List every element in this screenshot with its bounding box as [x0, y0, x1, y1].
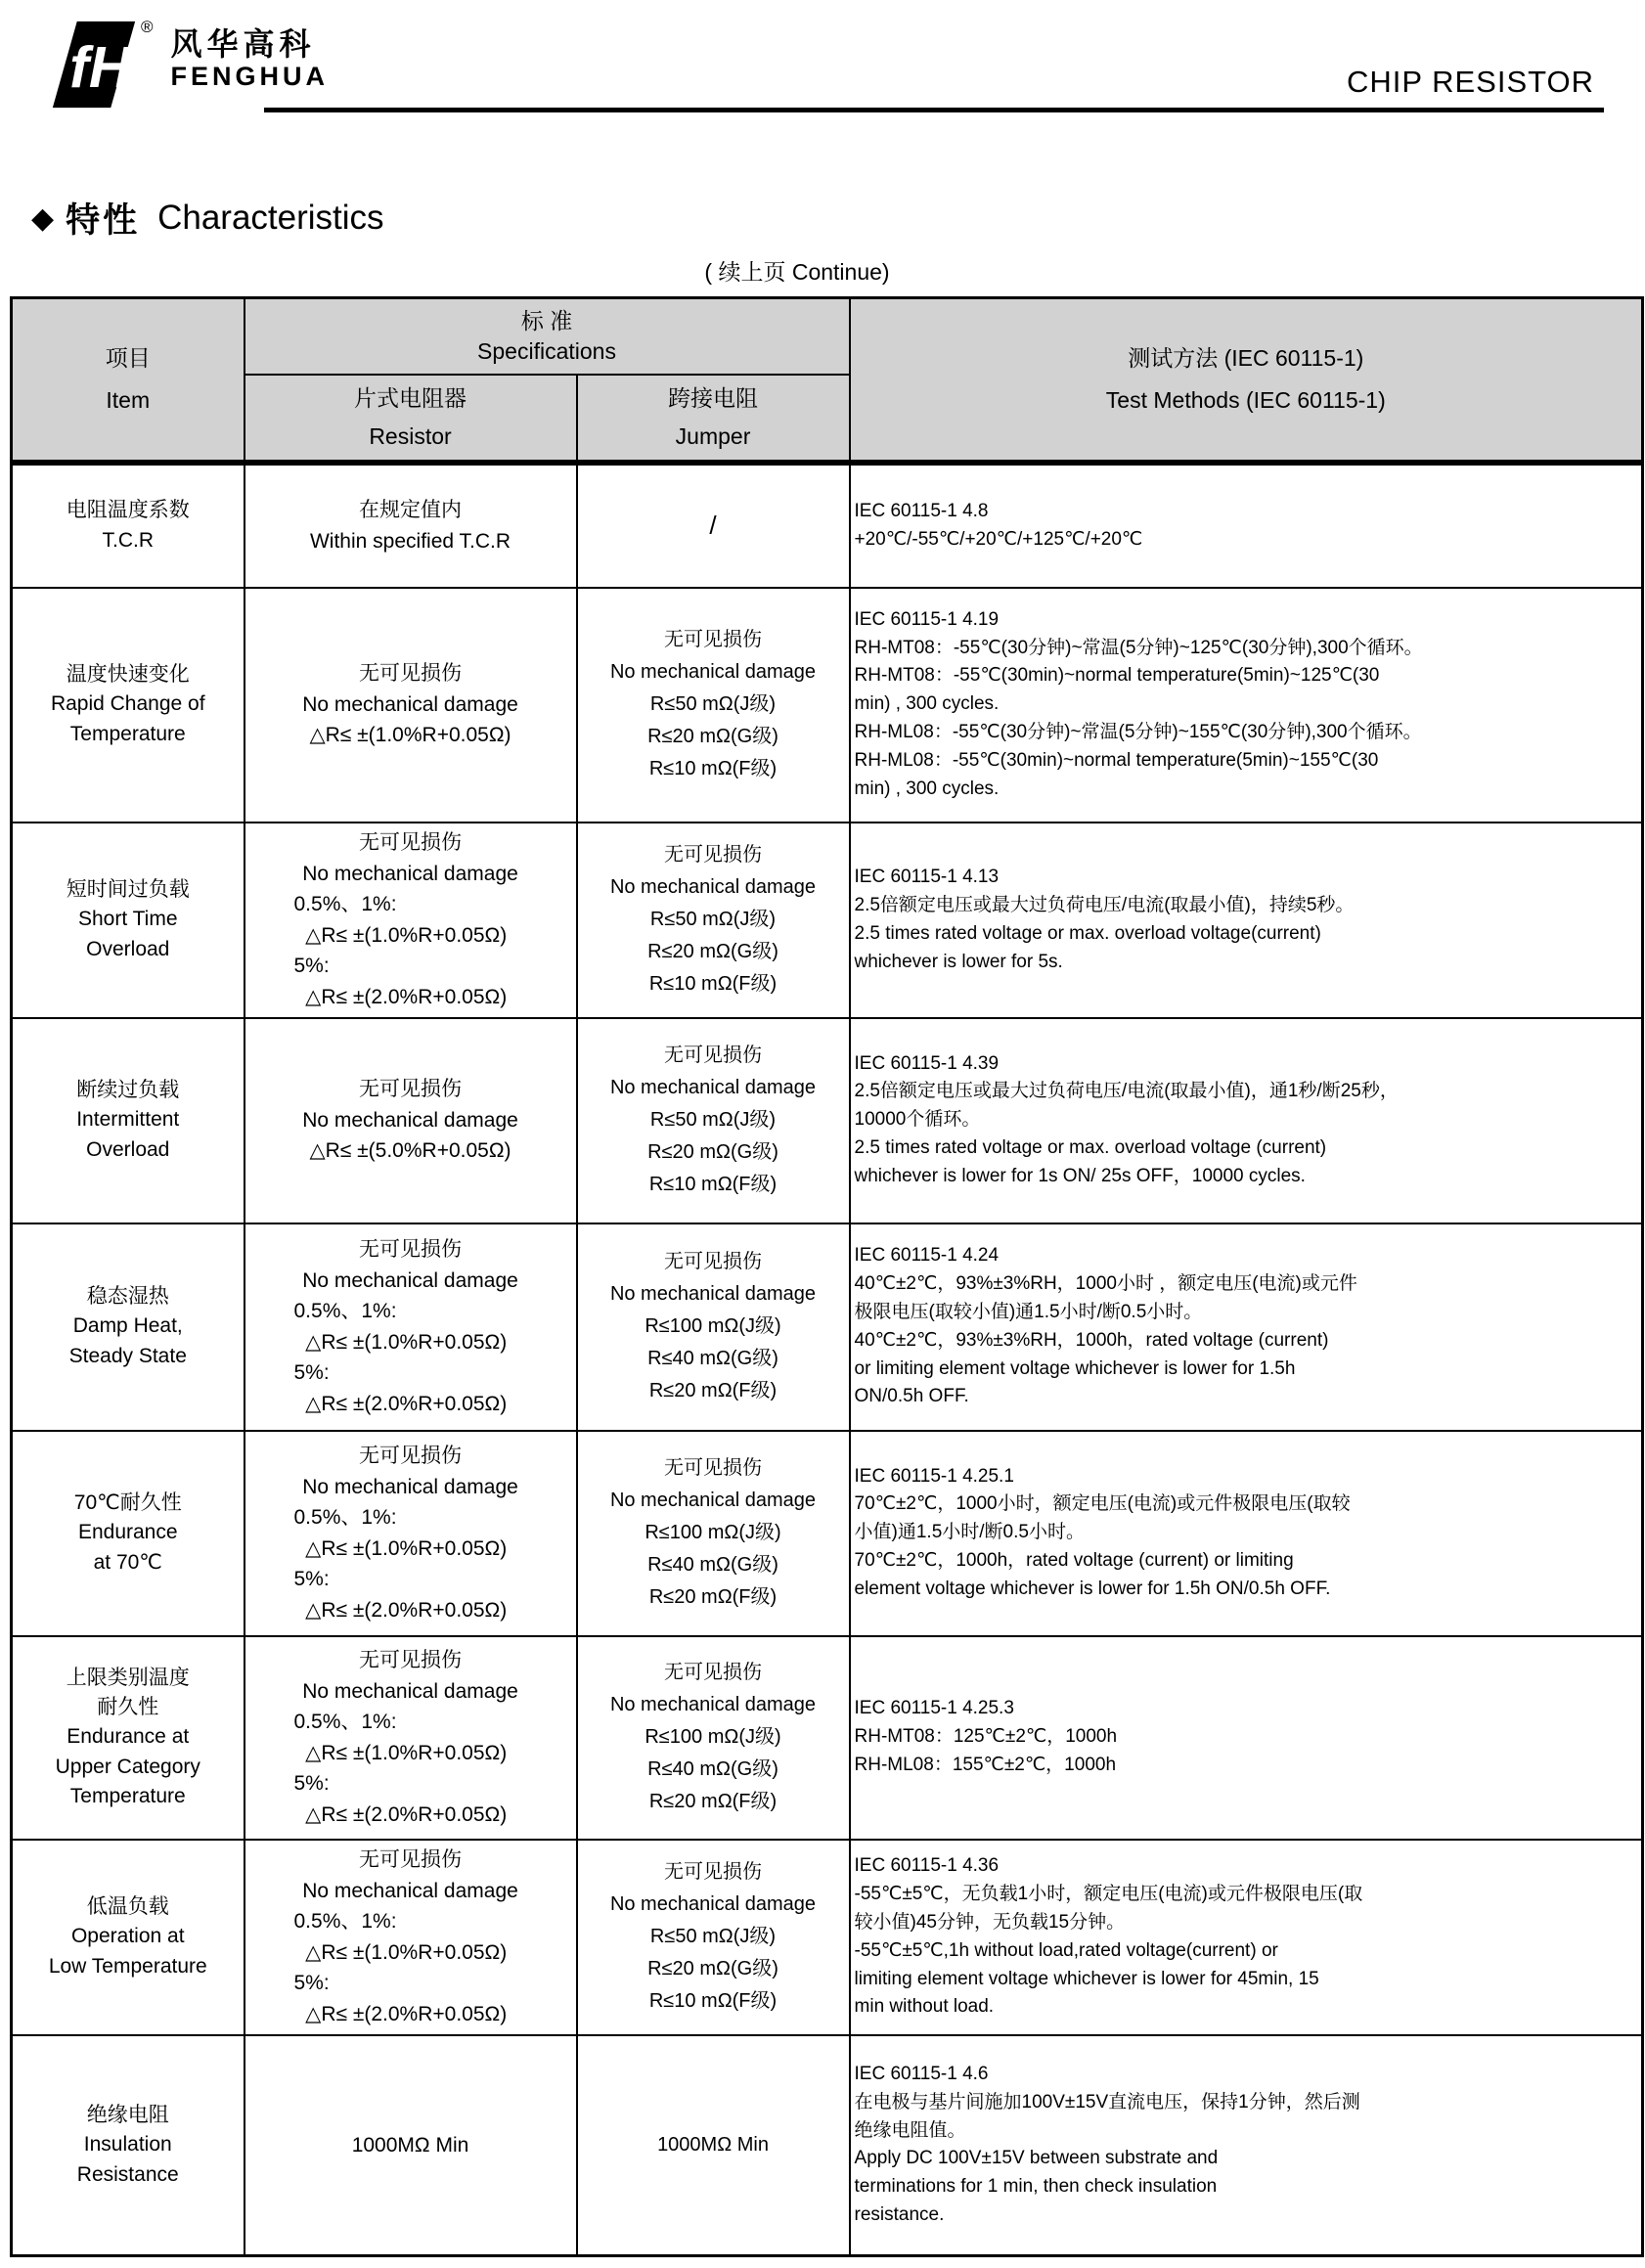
doc-title: CHIP RESISTOR [1346, 65, 1594, 99]
item-cell: 温度快速变化 Rapid Change of Temperature [12, 588, 245, 823]
resistor-spec-cell: 无可见损伤 No mechanical damage [302, 1238, 518, 1292]
table-row [12, 588, 1643, 823]
continue-note: ( 续上页 Continue) [704, 259, 890, 285]
header-rule [264, 108, 1604, 112]
col-header-specifications: 标 准 Specifications [245, 298, 850, 375]
brand-name-cn: 风华高科 [170, 26, 316, 62]
diamond-icon: ◆ [31, 201, 55, 235]
jumper-spec-cell: 无可见损伤 No mechanical damage R≤100 mΩ(J级) R≤40 mΩ(G级) R≤20 mΩ(F级) [577, 1636, 850, 1840]
resistor-spec-cell: 无可见损伤 No mechanical damage [302, 1445, 518, 1498]
resistor-spec-cell: 无可见损伤 No mechanical damage △R≤ ±(5.0%R+0.05Ω) [302, 1078, 518, 1163]
resistor-spec-tolerance: 0.5%、1%: △R≤ ±(1.0%R+0.05Ω) 5%: △R≤ ±(2.0%R+0.05Ω) [293, 1506, 508, 1622]
resistor-spec-cell: 无可见损伤 No mechanical damage [302, 831, 518, 885]
jumper-spec-cell: 无可见损伤 No mechanical damage R≤50 mΩ(J级) R≤20 mΩ(G级) R≤10 mΩ(F级) [577, 1018, 850, 1223]
item-cell: 断续过负载 Intermittent Overload [12, 1018, 245, 1223]
resistor-spec-tolerance: 0.5%、1%: △R≤ ±(1.0%R+0.05Ω) 5%: △R≤ ±(2.0%R+0.05Ω) [293, 893, 508, 1008]
table-row [12, 823, 1643, 1018]
section-title-cn: 特性 [66, 201, 141, 240]
test-method-cell: IEC 60115-1 4.36 -55℃±5℃，无负载1小时，额定电压(电流)或元件极限电压(取 较小值)45分钟，无负载15分钟。 -55℃±5℃,1h without load,rated voltage(current) or limiting element voltage whichever is lower for 45min, 15 min without load. [850, 1840, 1643, 2035]
item-cell: 电阻温度系数 T.C.R [12, 463, 245, 588]
resistor-spec-cell: 无可见损伤 No mechanical damage [302, 1848, 518, 1902]
jumper-spec-cell: 无可见损伤 No mechanical damage R≤100 mΩ(J级) R≤40 mΩ(G级) R≤20 mΩ(F级) [577, 1431, 850, 1636]
test-method-cell: IEC 60115-1 4.25.1 70℃±2℃，1000小时，额定电压(电流)或元件极限电压(取较 小值)通1.5小时/断0.5小时。 70℃±2℃，1000h，rated voltage (current) or limiting element voltage whichever is lower for 1.5h ON/0.5h OFF. [850, 1431, 1643, 1636]
test-method-cell: IEC 60115-1 4.25.3 RH-MT08：125℃±2℃，1000h RH-ML08：155℃±2℃，1000h [850, 1636, 1643, 1840]
section-title-en: Characteristics [157, 199, 384, 237]
table-row [12, 1636, 1643, 1840]
item-cell: 70℃耐久性 Endurance at 70℃ [12, 1431, 245, 1636]
brand-name-en: FENGHUA [170, 62, 330, 92]
svg-text:fH: fH [69, 34, 131, 100]
table-row [12, 463, 1643, 588]
test-method-cell: IEC 60115-1 4.19 RH-MT08：-55℃(30分钟)~常温(5分钟)~125℃(30分钟),300个循环。 RH-MT08：-55℃(30min)~normal temperature(5min)~125℃(30 min) , 300 cycles. RH-ML08：-55℃(30分钟)~常温(5分钟)~155℃(30分钟),300个循环。 RH-ML08：-55℃(30min)~normal temperature(5min)~155℃(30 min) , 300 cycles. [850, 588, 1643, 823]
item-cell: 绝缘电阻 Insulation Resistance [12, 2035, 245, 2256]
registered-mark: ® [141, 18, 154, 36]
col-header-resistor: 片式电阻器 Resistor [245, 375, 577, 463]
table-row [12, 1840, 1643, 2035]
test-method-cell: IEC 60115-1 4.24 40℃±2℃，93%±3%RH，1000小时 ，额定电压(电流)或元件 极限电压(取较小值)通1.5小时/断0.5小时。 40℃±2℃，93%±3%RH，1000h，rated voltage (current) or limiting element voltage whichever is lower for 1.5h ON/0.5h OFF. [850, 1223, 1643, 1431]
jumper-spec-cell: 无可见损伤 No mechanical damage R≤50 mΩ(J级) R≤20 mΩ(G级) R≤10 mΩ(F级) [577, 1840, 850, 2035]
item-cell: 上限类别温度 耐久性 Endurance at Upper Category Temperature [12, 1636, 245, 1840]
jumper-spec-cell: 1000MΩ Min [577, 2035, 850, 2256]
item-cell: 低温负载 Operation at Low Temperature [12, 1840, 245, 2035]
characteristics-table [10, 296, 1644, 2257]
resistor-spec-tolerance: 0.5%、1%: △R≤ ±(1.0%R+0.05Ω) 5%: △R≤ ±(2.0%R+0.05Ω) [293, 1910, 508, 2025]
jumper-spec-cell: 无可见损伤 No mechanical damage R≤50 mΩ(J级) R≤20 mΩ(G级) R≤10 mΩ(F级) [577, 823, 850, 1018]
resistor-spec-cell: 1000MΩ Min [351, 2133, 469, 2157]
test-method-cell: IEC 60115-1 4.6 在电极与基片间施加100V±15V直流电压，保持1分钟，然后测 绝缘电阻值。 Apply DC 100V±15V between substrate and terminations for 1 min, then check insulation resistance. [850, 2035, 1643, 2256]
table-row [12, 1223, 1643, 1431]
col-header-jumper: 跨接电阻 Jumper [577, 375, 850, 463]
resistor-spec-cell: 无可见损伤 No mechanical damage △R≤ ±(1.0%R+0.05Ω) [302, 662, 518, 747]
jumper-spec-cell: 无可见损伤 No mechanical damage R≤100 mΩ(J级) R≤40 mΩ(G级) R≤20 mΩ(F级) [577, 1223, 850, 1431]
test-method-cell: IEC 60115-1 4.13 2.5倍额定电压或最大过负荷电压/电流(取最小值)，持续5秒。 2.5 times rated voltage or max. overload voltage(current) whichever is lower for 5s. [850, 823, 1643, 1018]
table-row [12, 1018, 1643, 1223]
section-title [31, 194, 384, 243]
test-method-cell: IEC 60115-1 4.8 +20℃/-55℃/+20℃/+125℃/+20℃ [850, 463, 1643, 588]
item-cell: 稳态湿热 Damp Heat, Steady State [12, 1223, 245, 1431]
header-logo [49, 20, 329, 110]
fenghua-logo-icon [49, 20, 139, 110]
item-cell: 短时间过负载 Short Time Overload [12, 823, 245, 1018]
jumper-spec-cell: 无可见损伤 No mechanical damage R≤50 mΩ(J级) R≤20 mΩ(G级) R≤10 mΩ(F级) [577, 588, 850, 823]
col-header-item: 项目 Item [12, 298, 245, 463]
jumper-spec-cell: / [577, 463, 850, 588]
resistor-spec-cell: 无可见损伤 No mechanical damage [302, 1649, 518, 1703]
resistor-spec-cell: 在规定值内 Within specified T.C.R [309, 499, 511, 553]
test-method-cell: IEC 60115-1 4.39 2.5倍额定电压或最大过负荷电压/电流(取最小值)，通1秒/断25秒， 10000个循环。 2.5 times rated voltage or max. overload voltage (current) whichever is lower for 1s ON/ 25s OFF，10000 cycles. [850, 1018, 1643, 1223]
col-header-test-methods: 测试方法 (IEC 60115-1) Test Methods (IEC 60115-1) [850, 298, 1643, 463]
table-row [12, 2035, 1643, 2256]
resistor-spec-tolerance: 0.5%、1%: △R≤ ±(1.0%R+0.05Ω) 5%: △R≤ ±(2.0%R+0.05Ω) [293, 1300, 508, 1415]
resistor-spec-tolerance: 0.5%、1%: △R≤ ±(1.0%R+0.05Ω) 5%: △R≤ ±(2.0%R+0.05Ω) [293, 1711, 508, 1826]
table-row [12, 1431, 1643, 1636]
